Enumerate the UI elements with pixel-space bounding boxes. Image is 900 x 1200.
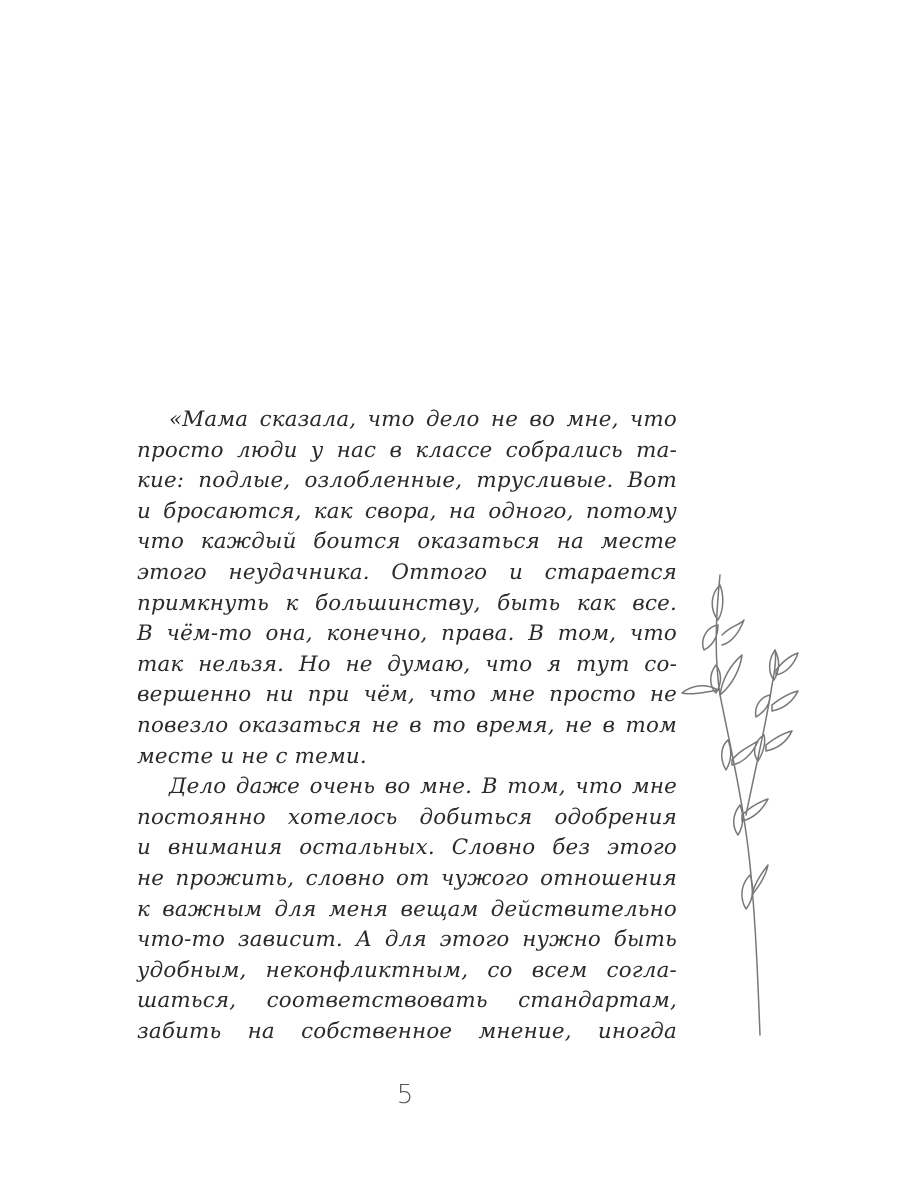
- text-line: месте и не с теми.: [137, 743, 367, 769]
- text-line: удобным, неконфликтным, со всем согла-: [137, 957, 677, 983]
- text-line: «Мама сказала, что дело не во мне, что: [169, 407, 677, 432]
- plant-sprig-icon: [680, 565, 820, 1045]
- page-number: 5: [396, 1080, 414, 1110]
- text-line: и бросаются, как свора, на одного, потому: [137, 498, 677, 524]
- text-line: В чём-то она, конечно, права. В том, что: [137, 621, 677, 647]
- text-line: примкнуть к большинству, быть как все.: [137, 590, 677, 616]
- text-line: что-то зависит. А для этого нужно быть: [137, 927, 677, 953]
- text-line: к важным для меня вещам действительно: [137, 896, 677, 922]
- text-line: и внимания остальных. Словно без этого: [137, 835, 677, 861]
- text-line: шаться, соответствовать стандартам,: [137, 988, 677, 1014]
- text-line: так нельзя. Но не думаю, что я тут со-: [137, 651, 677, 677]
- text-line: не прожить, словно от чужого отношения: [137, 865, 677, 891]
- text-line: забить на собственное мнение, иногда: [137, 1018, 677, 1044]
- text-line: кие: подлые, озлобленные, трусливые. Вот: [137, 468, 677, 494]
- text-line: Дело даже очень во мне. В том, что мне: [169, 774, 677, 800]
- text-line: повезло оказаться не в то время, не в том: [137, 712, 677, 738]
- body-text: [137, 405, 677, 1047]
- text-line: этого неудачника. Оттого и старается: [137, 559, 677, 585]
- text-line: постоянно хотелось добиться одобрения: [137, 804, 677, 830]
- text-line: что каждый боится оказаться на месте: [137, 529, 677, 555]
- text-line: просто люди у нас в классе собрались та-: [137, 437, 677, 463]
- text-line: вершенно ни при чём, что мне просто не: [137, 682, 677, 708]
